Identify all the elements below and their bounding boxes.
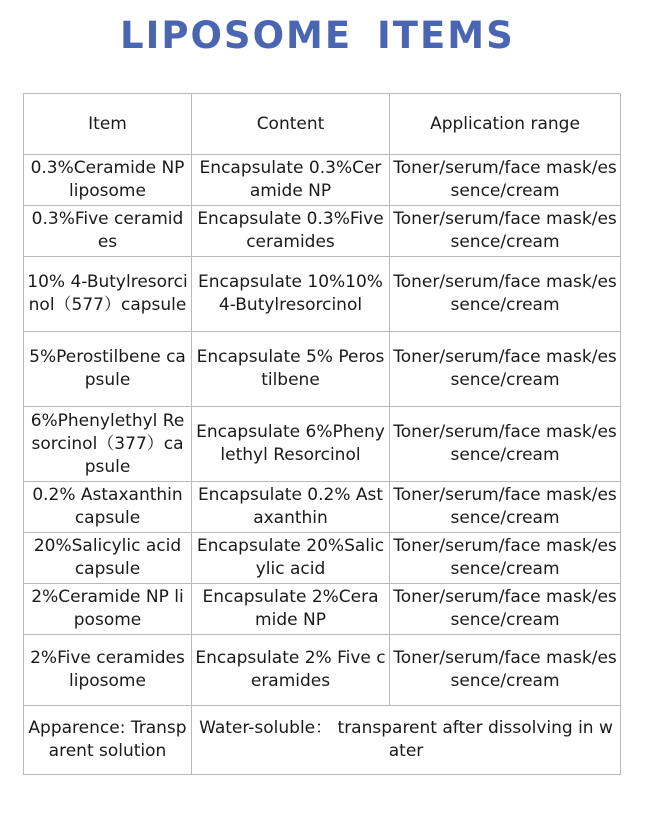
table-row — [24, 257, 621, 332]
content-cell: Encapsulate 2% Five ceramides — [192, 635, 390, 706]
table-row — [24, 584, 621, 635]
page-title — [0, 14, 652, 58]
table-row — [24, 407, 621, 482]
content-cell: Encapsulate 2%Ceramide NP — [192, 584, 390, 635]
title-word-liposome: LIPOSOME — [120, 14, 353, 57]
table-header-row — [24, 94, 621, 155]
application-cell: Toner/serum/face mask/essence/cream — [390, 482, 621, 533]
content-cell: Encapsulate 0.3%Ceramide NP — [192, 155, 390, 206]
item-cell: 0.3%Ceramide NP liposome — [24, 155, 192, 206]
content-cell: Encapsulate 6%Phenylethyl Resorcinol — [192, 407, 390, 482]
content-cell: Encapsulate 0.2% Astaxanthin — [192, 482, 390, 533]
title-word-items: ITEMS — [377, 14, 515, 57]
application-cell: Toner/serum/face mask/essence/cream — [390, 407, 621, 482]
content-cell: Encapsulate 10%10% 4-Butylresorcinol — [192, 257, 390, 332]
header-application-range: Application range — [390, 94, 621, 155]
table-row — [24, 155, 621, 206]
application-cell: Toner/serum/face mask/essence/cream — [390, 584, 621, 635]
application-cell: Toner/serum/face mask/essence/cream — [390, 533, 621, 584]
table-row — [24, 482, 621, 533]
table-row — [24, 635, 621, 706]
application-cell: Toner/serum/face mask/essence/cream — [390, 635, 621, 706]
content-cell: Encapsulate 0.3%Five ceramides — [192, 206, 390, 257]
application-cell: Toner/serum/face mask/essence/cream — [390, 332, 621, 407]
item-cell: 10% 4-Butylresorcinol（577）capsule — [24, 257, 192, 332]
table-row — [24, 533, 621, 584]
table-row — [24, 206, 621, 257]
table-footer-row — [24, 706, 621, 775]
content-cell: Encapsulate 20%Salicylic acid — [192, 533, 390, 584]
item-cell: 2%Ceramide NP liposome — [24, 584, 192, 635]
item-cell: 0.2% Astaxanthin capsule — [24, 482, 192, 533]
item-cell: 0.3%Five ceramides — [24, 206, 192, 257]
item-cell: 20%Salicylic acid capsule — [24, 533, 192, 584]
header-content: Content — [192, 94, 390, 155]
item-cell: 5%Perostilbene capsule — [24, 332, 192, 407]
appearance-label-cell: Apparence: Transparent solution — [24, 706, 192, 775]
item-cell: 2%Five ceramides liposome — [24, 635, 192, 706]
application-cell: Toner/serum/face mask/essence/cream — [390, 257, 621, 332]
appearance-value-cell: Water-soluble： transparent after dissolving in water — [192, 706, 621, 775]
header-item: Item — [24, 94, 192, 155]
item-cell: 6%Phenylethyl Resorcinol（377）capsule — [24, 407, 192, 482]
liposome-items-table — [23, 93, 621, 775]
application-cell: Toner/serum/face mask/essence/cream — [390, 155, 621, 206]
table-row — [24, 332, 621, 407]
content-cell: Encapsulate 5% Perostilbene — [192, 332, 390, 407]
application-cell: Toner/serum/face mask/essence/cream — [390, 206, 621, 257]
